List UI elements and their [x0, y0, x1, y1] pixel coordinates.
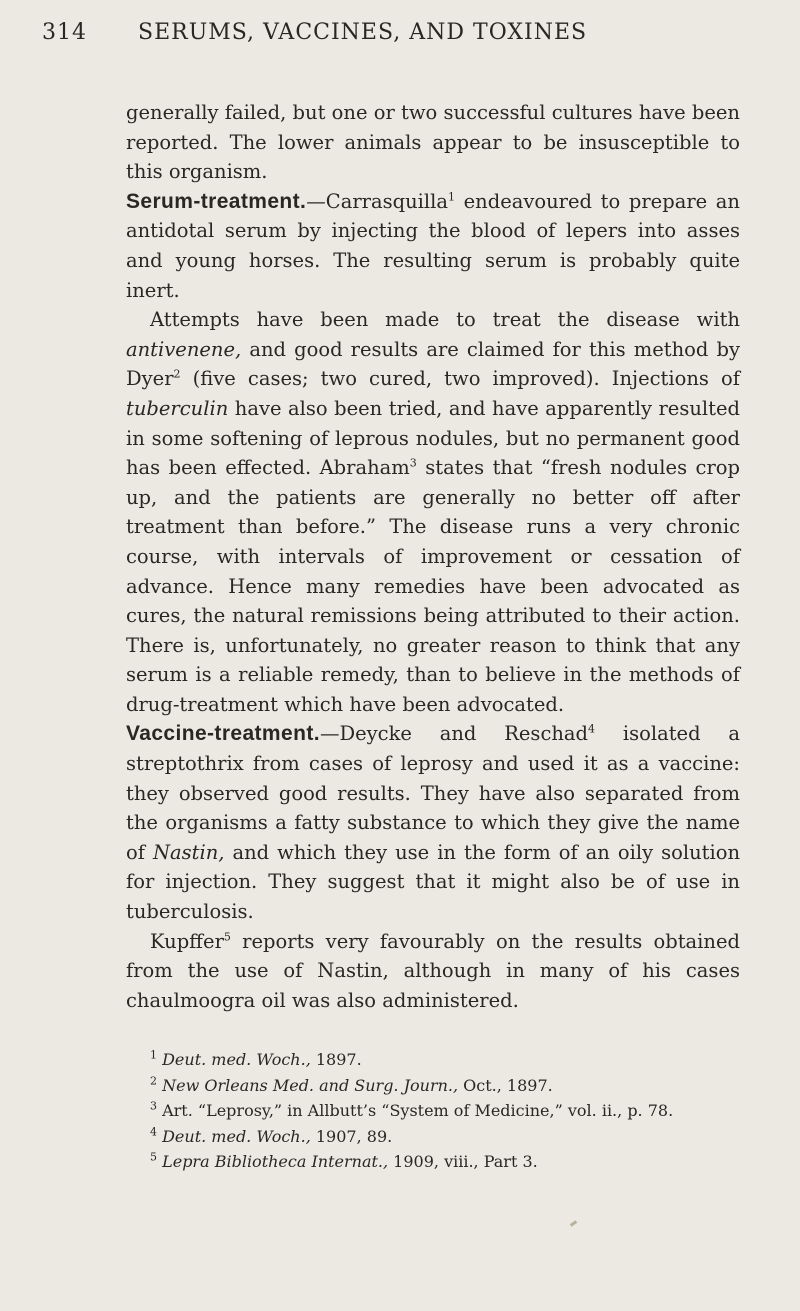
- section-heading-serum: Serum-treatment.: [126, 189, 307, 213]
- paragraph-continuation: generally failed, but one or two successful cultures have been reported. The lower animals appear to be insusceptible to this organism.: [126, 101, 740, 184]
- paper-mark: [570, 1220, 577, 1226]
- footnote: $^2$ New Orleans Med. and Surg. Journ., Oct., 1897.: [150, 1074, 553, 1095]
- page-header: [42, 12, 760, 52]
- footnote: $^1$ Deut. med. Woch., 1897.: [150, 1048, 362, 1069]
- footnote: $^3$ Art. “Leprosy,” in Allbutt’s “System of Medicine,” vol. ii., p. 78.: [150, 1099, 674, 1120]
- running-head: SERUMS, VACCINES, AND TOXINES: [138, 20, 588, 45]
- footnote-ref: 4: [588, 722, 596, 736]
- paragraph-kupffer: Kupffer$^5$ reports very favourably on the results obtained from the use of Nastin, although in many of his cases chaulmoogra oil was also administered.: [126, 929, 740, 1012]
- footnote-ref: 5: [223, 930, 231, 944]
- footnote: $^4$ Deut. med. Woch., 1907, 89.: [150, 1125, 393, 1146]
- paragraph-vaccine-treatment: Vaccine-treatment.—Deycke and Reschad$^4$ isolated a streptothrix from cases of leprosy and used it as a vaccine: they observed good results. They have also separated from the organisms a fatty substance to which they give the name of Nastin, and which they use in the form of an oily solution for injection. They suggest that it might also be of use in tuberculosis.: [126, 722, 740, 924]
- footnote-ref: 3: [409, 456, 417, 470]
- body-text: [126, 98, 740, 1015]
- paragraph-serum-treatment: Serum-treatment.—Carrasquilla$^1$ endeavoured to prepare an antidotal serum by injecting the blood of lepers into asses and young horses. The resulting serum is probably quite inert.: [126, 189, 740, 302]
- footnotes: [126, 1047, 740, 1175]
- footnote-ref: 2: [173, 367, 181, 381]
- paragraph-attempts: Attempts have been made to treat the disease with antivenene, and good results are claimed for this method by Dyer$^2$ (five cases; two cured, two improved). Injections of tuberculin have also been tried, and have apparently resulted in some softening of leprous nodules, but no permanent good has been effected. Abraham$^3$ states that “fresh nodules crop up, and the patients are generally no better off after treatment than before.” The disease runs a very chronic course, with intervals of improvement or cessation of advance. Hence many remedies have been advocated as cures, the natural remissions being attributed to their action. There is, unfortunately, no greater reason to think that any serum is a reliable remedy, than to believe in the methods of drug-treatment which have been advocated.: [126, 308, 741, 716]
- footnote-ref: 1: [447, 190, 455, 204]
- section-heading-vaccine: Vaccine-treatment.: [126, 722, 320, 746]
- footnote: $^5$ Lepra Bibliotheca Internat., 1909, viii., Part 3.: [150, 1150, 538, 1171]
- page-number: 314: [42, 20, 87, 45]
